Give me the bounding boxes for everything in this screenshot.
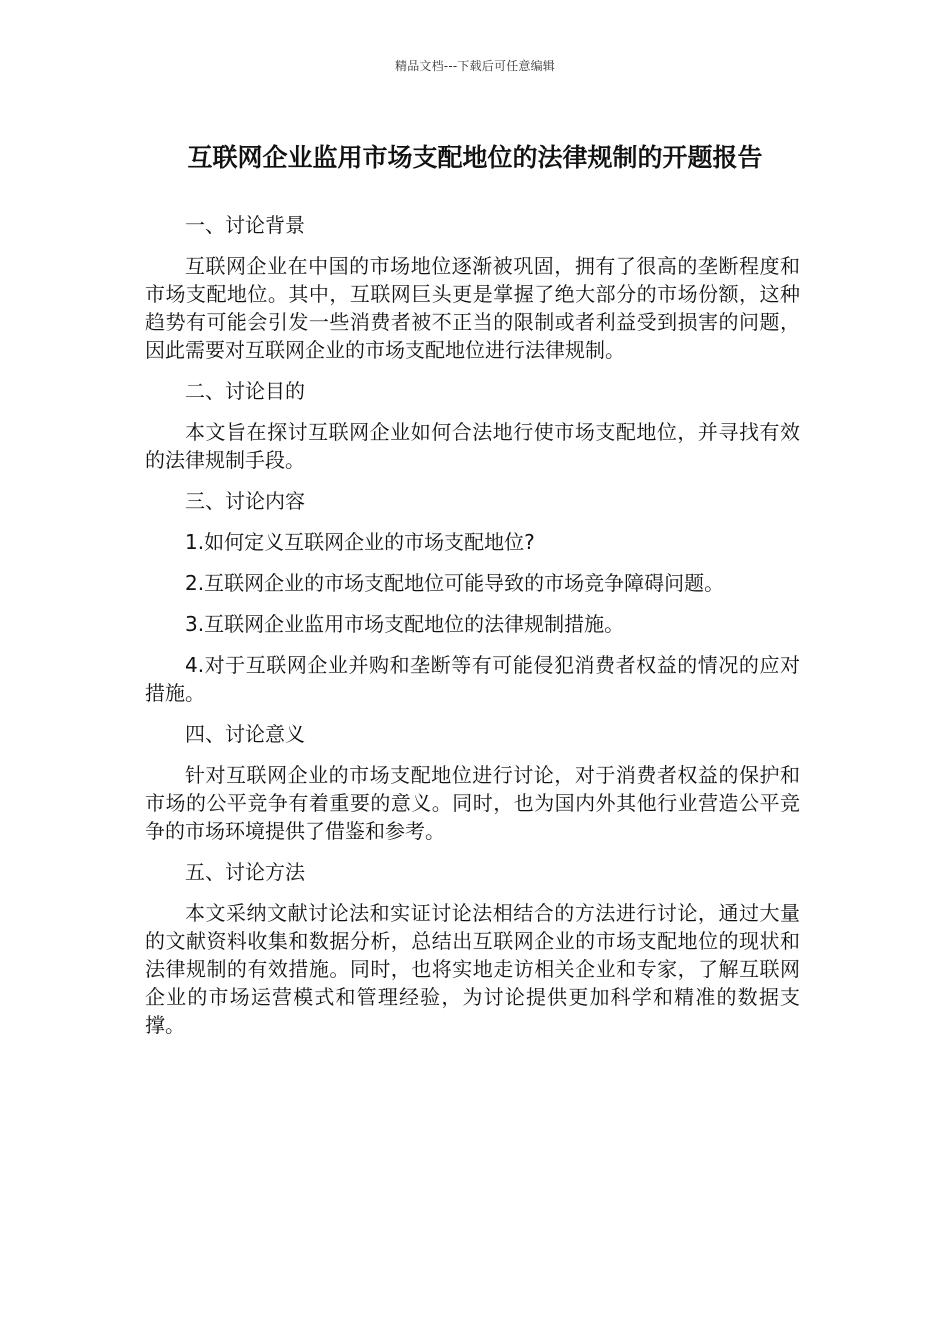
section-heading-background: 一、讨论背景 [185,213,305,237]
significance-paragraph: 针对互联网企业的市场支配地位进行讨论，对于消费者权益的保护和市场的公平竞争有着重要的意义。同时，也为国内外其他行业营造公平竞争的市场环境提供了借鉴和参考。 [145,763,800,843]
section-heading-purpose: 二、讨论目的 [185,379,305,403]
content-item-4: 4.对于互联网企业并购和垄断等有可能侵犯消费者权益的情况的应对措施。 [145,653,800,705]
header-note: 精品文档---下载后可任意编辑 [395,59,555,73]
document-body [145,211,800,1052]
content-item-1: 1.如何定义互联网企业的市场支配地位? [185,530,535,554]
section-heading-significance: 四、讨论意义 [185,722,305,746]
background-paragraph: 互联网企业在中国的市场地位逐渐被巩固，拥有了很高的垄断程度和市场支配地位。其中，互联网巨头更是掌握了绝大部分的市场份额，这种趋势有可能会引发一些消费者被不正当的限制或者利益受到损害的问题，因此需要对互联网企业的市场支配地位进行法律规制。 [145,254,800,362]
document-title: 互联网企业监用市场支配地位的法律规制的开题报告 [187,143,763,172]
section-heading-method: 五、讨论方法 [185,860,305,884]
method-paragraph: 本文采纳文献讨论法和实证讨论法相结合的方法进行讨论，通过大量的文献资料收集和数据分析，总结出互联网企业的市场支配地位的现状和法律规制的有效措施。同时，也将实地走访相关企业和专家，了解互联网企业的市场运营模式和管理经验，为讨论提供更加科学和精准的数据支撑。 [145,901,800,1037]
content-item-3: 3.互联网企业监用市场支配地位的法律规制措施。 [185,612,625,636]
section-heading-content: 三、讨论内容 [185,489,305,513]
content-item-2: 2.互联网企业的市场支配地位可能导致的市场竞争障碍问题。 [185,571,725,595]
purpose-paragraph: 本文旨在探讨互联网企业如何合法地行使市场支配地位，并寻找有效的法律规制手段。 [145,420,800,472]
